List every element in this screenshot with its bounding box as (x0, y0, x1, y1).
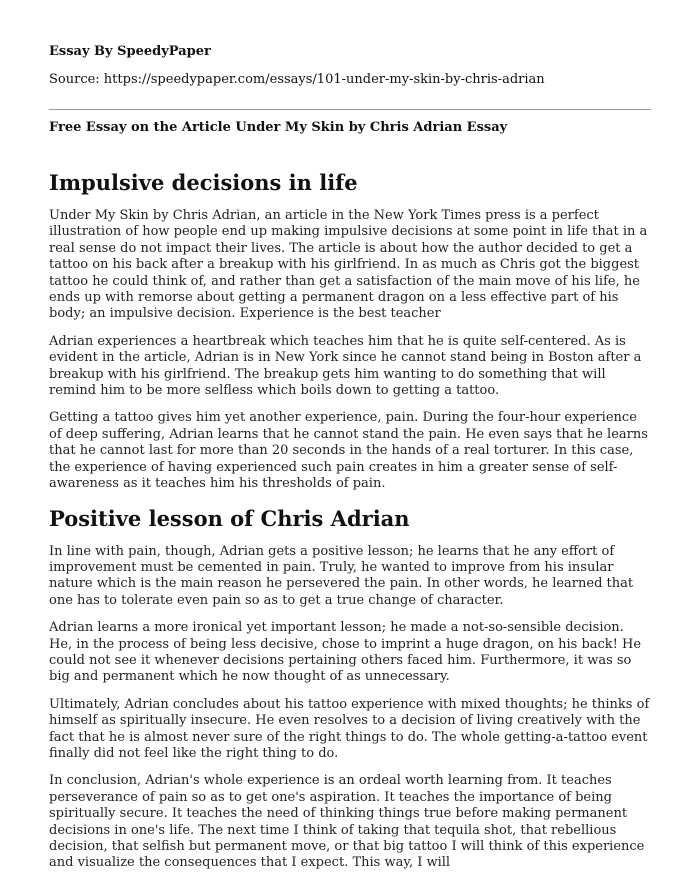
paragraph: Adrian learns a more ironical yet important lesson; he made a not-so-sensible decision. He, in the process of being less decisive, chose to imprint a huge dragon, on his back! He could not see it whenever decisions pertaining others faced him. Furthermore, it was so big and permanent which he now thought of as unnecessary. (49, 620, 642, 685)
essay-title: Free Essay on the Article Under My Skin by Chris Adrian Essay (49, 120, 508, 135)
paragraph: In line with pain, though, Adrian gets a positive lesson; he learns that he any effort of improvement must be cemented in pain. Truly, he wanted to improve from his insular nature which is the main reason he persevered the pain. In other words, he learned that one has to tolerate even pain so as to get a true change of character. (49, 543, 634, 608)
source-line: Source: https://speedypaper.com/essays/101-under-my-skin-by-chris-adrian (49, 72, 545, 87)
paragraph: Under My Skin by Chris Adrian, an article in the New York Times press is a perfect illustration of how people end up making impulsive decisions at some point in life that in a real sense do not impact their lives. The article is about how the author decided to get a tattoo on his back after a breakup with his girlfriend. In as much as Chris got the biggest tattoo he could think of, and rather than get a satisfaction of the main move of his life, he ends up with remorse about getting a permanent dragon on a less effective part of his body; an impulsive decision. Experience is the best teacher (49, 208, 648, 322)
essay-body (49, 170, 651, 872)
paragraph: Adrian experiences a heartbreak which teaches him that he is quite self-centered. As is evident in the article, Adrian is in New York since he cannot stand being in Boston after a breakup with his girlfriend. The breakup gets him wanting to do something that will remind him to be more selfless which boils down to getting a tattoo. (49, 333, 642, 399)
paragraph: Getting a tattoo gives him yet another experience, pain. During the four-hour experience of deep suffering, Adrian learns that he cannot stand the pain. He even says that he learns that he cannot last for more than 20 seconds in the hands of a real torturer. In this case, the experience of having experienced such pain creates in him a greater sense of self-awareness as it teaches him his thresholds of pain. (49, 410, 648, 492)
section-heading-positive-lesson: Positive lesson of Chris Adrian (49, 505, 410, 531)
paragraph: In conclusion, Adrian's whole experience is an ordeal worth learning from. It teaches perseverance of pain so as to get one's aspiration. It teaches the importance of being spiritually secure. It teaches the need of thinking things true before making permanent decisions in one's life. The next time I think of taking that tequila shot, that rebellious decision, that selfish but permanent move, or that big tattoo I will think of this experience and visualize the consequences that I expect. This way, I will (49, 773, 645, 871)
section-heading-impulsive-decisions: Impulsive decisions in life (49, 170, 358, 195)
brand-label: Essay By SpeedyPaper (49, 44, 211, 59)
paragraph: Ultimately, Adrian concludes about his tattoo experience with mixed thoughts; he thinks of himself as spiritually insecure. He even resolves to a decision of living creatively with the fact that he is almost never sure of the right things to do. The whole getting-a-tattoo event finally did not feel like the right thing to do. (49, 696, 650, 761)
header-divider (49, 109, 651, 110)
